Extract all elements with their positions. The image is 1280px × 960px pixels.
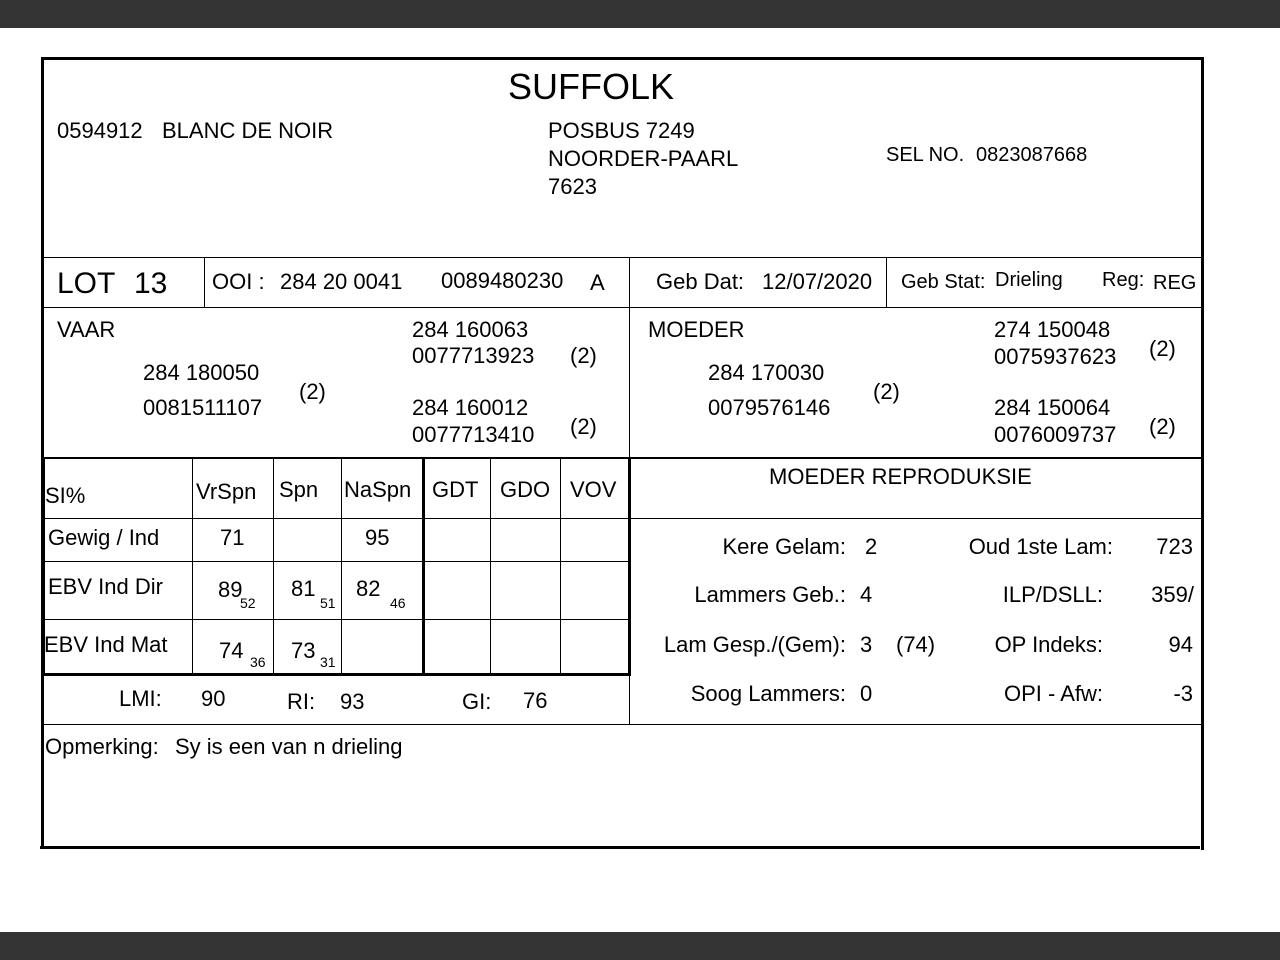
- row-ebv-mat-vrspn: 74: [219, 638, 244, 663]
- row-gewig-label: Gewig / Ind: [48, 525, 160, 550]
- repro-title: MOEDER REPRODUKSIE: [769, 464, 1032, 489]
- ri-label: RI:: [287, 689, 316, 714]
- sire-grandsire-reg: 0077713923: [412, 343, 535, 368]
- gi-value: 76: [523, 688, 548, 713]
- soog-lammers-label: Soog Lammers:: [690, 681, 846, 706]
- ilp-dsll-label: ILP/DSLL:: [1002, 582, 1103, 607]
- birth-status-label: Geb Stat:: [901, 271, 986, 293]
- row-ebv-dir-label: EBV Ind Dir: [48, 574, 163, 599]
- row-ebv-dir-vrspn: 89: [218, 577, 243, 602]
- remark-label: Opmerking:: [45, 734, 159, 759]
- owner-name: BLANC DE NOIR: [162, 118, 334, 143]
- owner-address-line2: NOORDER-PAARL: [548, 146, 739, 171]
- op-indeks-label: OP Indeks:: [994, 632, 1103, 657]
- rule-row1: [43, 561, 629, 562]
- rule-table-header: [43, 518, 629, 519]
- owner-id: 0594912: [57, 118, 143, 143]
- dam-grandsire-id: 274 150048: [994, 317, 1111, 342]
- sel-number: 0823087668: [976, 144, 1088, 166]
- row-gewig-naspn: 95: [365, 525, 390, 550]
- ooi-reg: 0089480230: [441, 268, 564, 293]
- owner-address-line1: POSBUS 7249: [548, 118, 695, 143]
- remark-text: Sy is een van n drieling: [175, 734, 403, 759]
- row-ebv-dir-naspn: 82: [356, 576, 381, 601]
- sire-label: VAAR: [57, 317, 116, 342]
- rule-header: [43, 257, 1202, 258]
- card-border-bottom: [40, 846, 1200, 849]
- row-ebv-mat-spn: 73: [291, 638, 316, 663]
- rule-table-right-thick: [628, 459, 631, 675]
- row-ebv-dir-spn: 81: [291, 576, 316, 601]
- top-frame-bar: [0, 0, 1280, 28]
- card-border-right: [1201, 58, 1204, 850]
- ilp-dsll-value: 359/: [1151, 582, 1194, 607]
- table-header-spn: Spn: [279, 477, 319, 502]
- lam-gesp-value: 3: [860, 632, 873, 657]
- lam-gesp-average: (74): [896, 632, 936, 657]
- dam-granddam-id: 284 150064: [994, 395, 1111, 420]
- rule-col-naspn: [341, 459, 342, 675]
- rule-row2: [43, 619, 629, 620]
- lmi-label: LMI:: [119, 686, 162, 711]
- oud-1ste-lam-label: Oud 1ste Lam:: [968, 534, 1113, 559]
- opi-afw-value: -3: [1173, 681, 1193, 706]
- row-ebv-dir-spn-accuracy: 51: [320, 595, 336, 611]
- owner-postcode: 7623: [548, 174, 597, 199]
- birth-status: Drieling: [995, 269, 1063, 291]
- row-ebv-dir-naspn-accuracy: 46: [390, 595, 406, 611]
- row-ebv-mat-spn-accuracy: 31: [320, 654, 336, 670]
- row-ebv-mat-vrspn-accuracy: 36: [250, 654, 266, 670]
- breed-title: SUFFOLK: [508, 66, 675, 107]
- sire-granddam-count: (2): [570, 414, 597, 439]
- opi-afw-label: OPI - Afw:: [1003, 681, 1103, 706]
- dam-label: MOEDER: [648, 317, 745, 342]
- ooi-id: 284 20 0041: [280, 269, 403, 294]
- kere-gelam-label: Kere Gelam:: [722, 534, 846, 559]
- birth-date: 12/07/2020: [762, 269, 873, 294]
- dam-granddam-count: (2): [1149, 414, 1176, 439]
- sire-granddam-id: 284 160012: [412, 395, 529, 420]
- dam-reg: 0079576146: [708, 395, 831, 420]
- oud-1ste-lam-value: 723: [1156, 534, 1193, 559]
- sire-granddam-reg: 0077713410: [412, 422, 535, 447]
- kere-gelam-value: 2: [865, 534, 878, 559]
- dam-grandsire-reg: 0075937623: [994, 344, 1117, 369]
- table-header-vrspn: VrSpn: [196, 479, 257, 504]
- lot-number: 13: [134, 267, 168, 300]
- rule-indices: [43, 724, 1202, 725]
- card-border-left: [41, 58, 44, 848]
- reg-value: REG: [1153, 272, 1197, 294]
- dam-id: 284 170030: [708, 360, 825, 385]
- rule-lot: [43, 307, 1202, 308]
- row-gewig-vrspn: 71: [220, 525, 245, 550]
- row-ebv-dir-vrspn-accuracy: 52: [240, 595, 256, 611]
- ooi-label: OOI :: [212, 269, 265, 294]
- birth-date-label: Geb Dat:: [656, 269, 745, 294]
- lammers-geb-label: Lammers Geb.:: [694, 582, 846, 607]
- row-ebv-mat-label: EBV Ind Mat: [44, 632, 168, 657]
- rule-col-spn: [273, 459, 274, 675]
- bottom-frame-bar: [0, 932, 1280, 960]
- rule-table-bottom: [43, 673, 631, 676]
- rule-col-gdt: [422, 459, 425, 675]
- dam-grandsire-count: (2): [1149, 336, 1176, 361]
- table-header-vov: VOV: [570, 477, 617, 502]
- sire-id: 284 180050: [143, 360, 260, 385]
- table-header-gdo: GDO: [500, 477, 551, 502]
- table-header-naspn: NaSpn: [344, 477, 412, 502]
- sire-grandsire-id: 284 160063: [412, 317, 529, 342]
- sire-grandsire-count: (2): [570, 343, 597, 368]
- op-indeks-value: 94: [1168, 632, 1193, 657]
- card-border-top: [41, 57, 1204, 60]
- lam-gesp-label: Lam Gesp./(Gem):: [663, 632, 846, 657]
- lmi-value: 90: [201, 686, 226, 711]
- reg-label: Reg:: [1102, 269, 1145, 291]
- table-header-si: SI%: [45, 483, 86, 508]
- ri-value: 93: [340, 689, 365, 714]
- ooi-grade: A: [590, 270, 605, 295]
- rule-repro-title: [631, 518, 1202, 519]
- rule-col-vrspn: [192, 459, 193, 675]
- rule-col-vov: [560, 459, 561, 675]
- gi-label: GI:: [462, 689, 492, 714]
- sire-reg: 0081511107: [143, 395, 263, 420]
- sel-number-label: SEL NO.: [886, 144, 965, 166]
- rule-lot-divider: [204, 258, 205, 307]
- rule-col-gdo: [490, 459, 491, 675]
- soog-lammers-value: 0: [860, 681, 873, 706]
- rule-geb-divider: [886, 258, 887, 307]
- rule-pedigree: [43, 457, 1202, 459]
- table-header-gdt: GDT: [432, 477, 479, 502]
- sire-count: (2): [299, 379, 326, 404]
- lot-label: LOT: [57, 267, 116, 300]
- dam-count: (2): [873, 379, 900, 404]
- lammers-geb-value: 4: [860, 582, 873, 607]
- dam-granddam-reg: 0076009737: [994, 422, 1117, 447]
